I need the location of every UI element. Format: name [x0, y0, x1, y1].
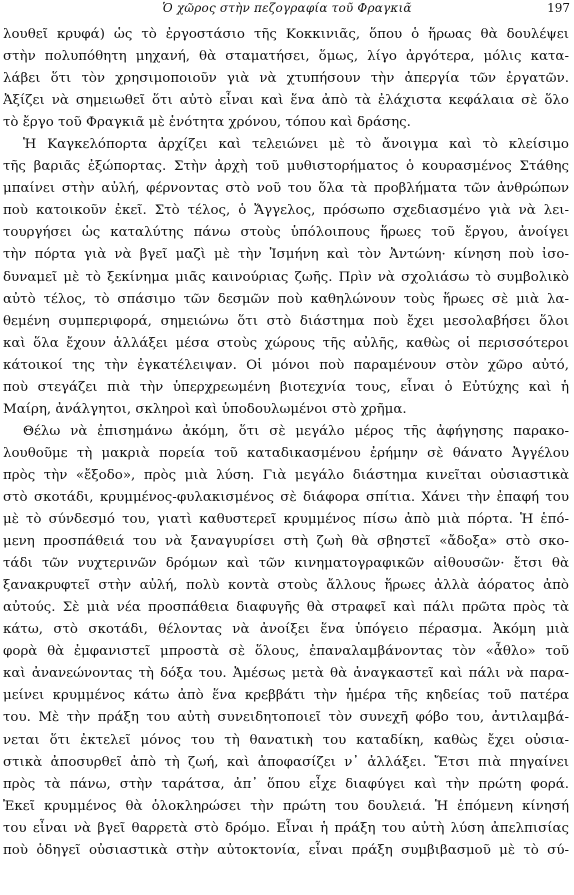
text-line: μενη προσπάθειά του νὰ ξαναγυρίσει στὴ ζωὴ θὰ σβηστεῖ «ἄδοξα» στὸ σκο-	[3, 534, 569, 550]
paragraph	[3, 134, 569, 421]
text-line: στὸ σκοτάδι, κρυμμένος-φυλακισμένος σὲ διάφορα σπίτια. Χάνει τὴν ἐπαφή του	[3, 489, 569, 505]
running-head-title: Ὁ χῶρος στὴν πεζογραφία τοῦ Φραγκιᾶ	[162, 1, 412, 15]
text-line: Θέλω νὰ ἐπισημάνω ἀκόμη, ὅτι σὲ μεγάλο μέρος τῆς ἀφήγησης παρακο-	[23, 423, 569, 439]
text-line: Ἀξίζει νὰ σημειωθεῖ ὅτι αὐτὸ εἶναι καὶ ἕνα ἀπὸ τὰ ἐλάχιστα κεφάλαια σὲ ὅλο	[3, 93, 569, 109]
text-line: μπαίνει στὴν αὐλή, φέρνοντας στὸ νοῦ του ὅλα τὰ προβλήματα τῶν ἀνθρώπων	[3, 181, 569, 197]
text-line: κάτοικοί της τὴν ἐγκατέλειψαν. Οἱ μόνοι ποὺ παραμένουν στὸν χῶρο αὐτό,	[3, 357, 569, 373]
text-line: καὶ ἀνανεώνοντας τὴ δόξα του. Ἀμέσως μετὰ θὰ ἀναγκαστεῖ καὶ πάλι νὰ παρα-	[3, 666, 569, 682]
text-line: αὐτούς. Σὲ μιὰ νέα προσπάθεια διαφυγῆς θὰ στραφεῖ καὶ πάλι πρῶτα πρὸς τὰ	[3, 600, 569, 616]
text-line: καὶ ὅλα ἔχουν ἀλλάξει μέσα στοὺς χώρους τῆς αὐλῆς, καθὼς οἱ περισσότεροι	[3, 335, 569, 351]
text-line: του. Μὲ τὴν πράξη του αὐτὴ συνειδητοποιεῖ τὸν συνεχῆ φόβο του, ἀντιλαμβά-	[3, 710, 569, 726]
text-line: λάβει ὅτι τὸν χρησιμοποιοῦν γιὰ νὰ χτυπήσουν τὴν ἀπεργία τῶν ἐργατῶν.	[3, 71, 569, 87]
text-line: τῆς βαριᾶς ἐξώπορτας. Στὴν ἀρχὴ τοῦ μυθιστορήματος ὁ κουρασμένος Στάθης	[3, 159, 569, 175]
text-line: Ἡ Καγκελόπορτα ἀρχίζει καὶ τελειώνει μὲ τὸ ἄνοιγμα καὶ τὸ κλείσιμο	[23, 137, 569, 153]
text-line: θεμένη συμπεριφορά, σημειώνω ὅτι στὸ διάστημα ποὺ ἔχει μεσολαβήσει ὅλοι	[3, 313, 569, 329]
text-line: μείνει κρυμμένος κάτω ἀπὸ ἕνα κρεββάτι τὴν ἡμέρα τῆς κηδείας τοῦ πατέρα	[3, 688, 569, 704]
paragraph	[3, 421, 569, 862]
page-number: 197	[547, 1, 570, 15]
text-line: πρὸς τὰ πάνω, στὴν ταράτσα, ἀπ᾽ ὅπου εἶχε διαφύγει καὶ τὴν πρώτη φορά.	[3, 776, 569, 792]
text-line: Ἐκεῖ κρυμμένος θὰ ὁλοκληρώσει τὴν πρώτη του δουλειά. Ἡ ἑπόμενη κίνησή	[3, 798, 569, 814]
text-line: ξανακρυφτεῖ στὴν αὐλή, πολὺ κοντὰ στοὺς ἄλλους ἥρωες ἀλλὰ ἀόρατος ἀπὸ	[3, 578, 569, 594]
running-head	[0, 1, 574, 21]
text-line: τὴν πόρτα γιὰ νὰ βγεῖ μαζὶ μὲ τὴν Ἰσμήνη καὶ τὸν Ἀντώνη· κίνηση ποὺ ἰσο-	[3, 247, 569, 263]
text-line: στὴν πολυπόθητη μηχανή, θὰ σταματήσει, ὅμως, λίγο ἀργότερα, μόλις κατα-	[3, 49, 569, 65]
text-line: στικὰ ἀποσυρθεῖ ἀπὸ τὴ ζωή, καὶ ἀποφασίζει ν᾽ ἀλλάξει. Ἔτσι πιὰ πηγαίνει	[3, 754, 569, 770]
text-line: ποὺ στεγάζει πιὰ τὴν ὑπερχρεωμένη βιοτεχνία τους, εἶναι ὁ Εὐτύχης καὶ ἡ	[3, 379, 569, 395]
text-line: κάτω, στὸ σκοτάδι, θέλοντας νὰ ἀνοίξει ἕνα ὑπόγειο πέρασμα. Ἀκόμη μιὰ	[3, 622, 569, 638]
text-line: ποὺ ὁδηγεῖ οὐσιαστικὰ στὴν αὐτοκτονία, εἶναι πράξη συμβιβασμοῦ μὲ τὸ σύ-	[3, 842, 569, 858]
text-line: του εἶναι νὰ βγεῖ θαρρετὰ στὸ δρόμο. Εἶναι ἡ πράξη του αὐτὴ λύση ἀπελπισίας	[3, 820, 569, 836]
body-text	[3, 24, 569, 862]
text-line: φορὰ θὰ ἐμφανιστεῖ μπροστὰ σὲ ὅλους, ἐπαναλαμβάνοντας τὸν «ἆθλο» τοῦ	[3, 644, 569, 660]
text-line: Μαίρη, ἀνάλγητοι, σκληροὶ καὶ ὑποδουλωμένοι στὸ χρῆμα.	[3, 401, 407, 417]
text-line: ποὺ κατοικοῦν ἐκεῖ. Στὸ τέλος, ὁ Ἄγγελος, πρόσωπο σχεδιασμένο γιὰ νὰ λει-	[3, 203, 569, 219]
paragraph	[3, 24, 569, 134]
text-line: πρὸς τὴν «ἔξοδο», πρὸς μιὰ λύση. Γιὰ μεγάλο διάστημα κινεῖται οὐσιαστικὰ	[3, 467, 569, 483]
text-line: τὸ ἔργο τοῦ Φραγκιᾶ μὲ ἑνότητα χρόνου, τόπου καὶ δράσης.	[3, 115, 411, 131]
text-line: λουθεῖ κρυφά) ὡς τὸ ἐργοστάσιο τῆς Κοκκινιᾶς, ὅπου ὁ ἥρωας θὰ δουλέψει	[3, 27, 569, 42]
text-line: νεται ὅτι ἐκτελεῖ μόνος του τὴ θανατικὴ του καταδίκη, καθὼς ἔχει οὐσια-	[3, 732, 569, 748]
text-line: δυναμεῖ μὲ τὸ ξεκίνημα μιᾶς καινούριας ζωῆς. Πρὶν νὰ σχολιάσω τὸ συμβολικὸ	[3, 269, 569, 285]
text-line: λουθοῦμε τὴ μακριὰ πορεία τοῦ καταδικασμένου ἐρήμην σὲ θάνατο Ἀγγέλου	[3, 445, 569, 461]
text-line: αὐτὸ τέλος, τὸ σπάσιμο τῶν δεσμῶν ποὺ καθηλώνουν τοὺς ἥρωες σὲ μιὰ λα-	[3, 291, 569, 307]
text-line: τουργήσει ὡς καταλύτης πάνω στοὺς ὑπόλοιπους ἥρωες τοῦ ἔργου, ἀνοίγει	[3, 225, 569, 241]
text-line: τάδι τῶν νυχτερινῶν δρόμων καὶ τῶν κινηματογραφικῶν αἰθουσῶν· ἔτσι θὰ	[3, 556, 569, 572]
text-line: μὲ τὸ σύνδεσμό του, γιατὶ καθυστερεῖ κρυμμένος πίσω ἀπὸ μιὰ πόρτα. Ἡ ἑπό-	[3, 512, 569, 528]
